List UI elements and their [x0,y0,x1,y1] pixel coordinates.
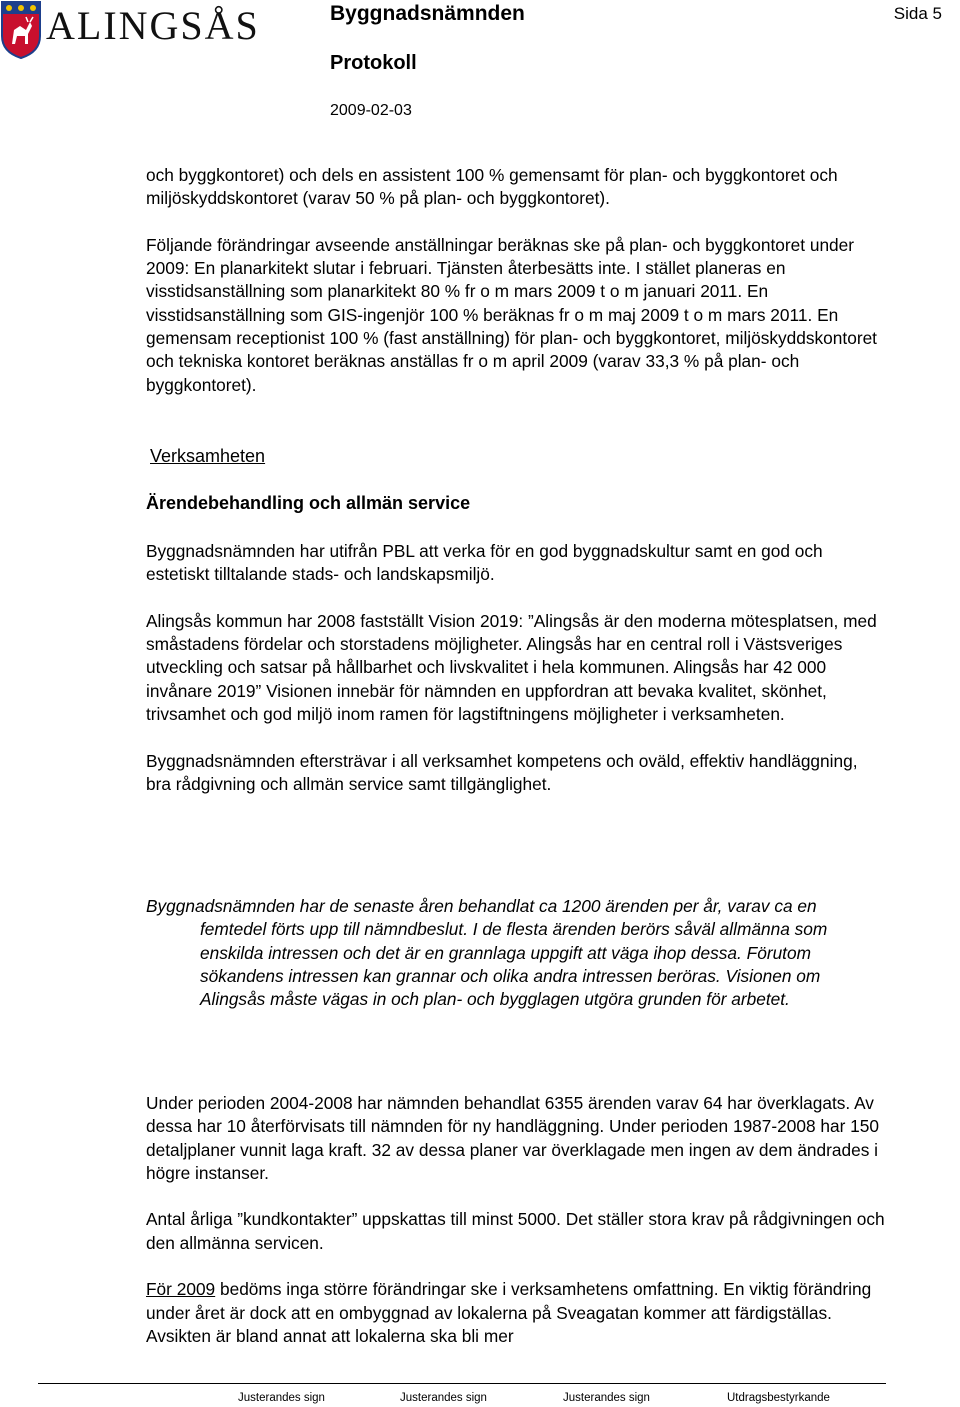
paragraph: Byggnadsnämnden eftersträvar i all verksamhet kompetens och oväld, effektiv handläggning, bra rådgivning och allmän service samt tillgänglighet. [146,750,858,794]
logo-text: ALINGSÅS [46,3,260,48]
document-date: 2009-02-03 [330,102,412,119]
paragraph: Byggnadsnämnden har utifrån PBL att verka för en god byggnadskultur samt en god och estetiskt tilltalande stads- och landskapsmiljö. [146,541,823,585]
section-heading: Verksamheten [150,446,266,466]
footer-divider [38,1383,886,1384]
footer-extract: Utdragsbestyrkande [727,1392,830,1404]
paragraph: Under perioden 2004-2008 har nämnden behandlat 6355 ärenden varav 64 har överklagats. Av dessa har 10 återförvisats till nämnden för ny handläggning. Under perioden 1987-2008 har 150 detaljplaner vunnit laga kraft. 32 av dessa planer var överklagade men ingen av dem ändrades i högre instanser. [146,1093,880,1183]
paragraph: och byggkontoret) och dels en assistent 100 % gemensamt för plan- och byggkontoret och miljöskyddskontoret (varav 50 % på plan- och byggkontoret). [146,165,838,209]
footer-sign: Justerandes sign [563,1392,650,1404]
paragraph: Följande förändringar avseende anställningar beräknas ske på plan- och byggkontoret under 2009: En planarkitekt slutar i februari. Tjänsten återbesätts inte. I stället planeras en visstidsanställning som planarkitekt 80 % fr o m mars 2009 t o m januari 2011. En visstidsanställning som GIS-ingenjör 100 % beräknas fr o m maj 2009 t o m mars 2011. En gemensam receptionist 100 % (fast anställning) för plan- och byggkontoret, miljöskyddskontoret och tekniska kontoret beräknas anställas fr o m april 2009 (varav 33,3 % på plan- och byggkontoret). [146,234,877,395]
body-text [146,540,886,796]
italic-statement [146,895,886,1011]
intro-text [146,164,886,397]
page-number: Sida 5 [893,4,942,23]
paragraph: Byggnadsnämnden har de senaste åren behandlat ca 1200 ärenden per år, varav ca en femtedel förts upp till nämndbeslut. I de flesta ärenden berörs såväl allmänna som enskilda intressen och det är en grannlaga uppgift att väga ihop dessa. Förutom sökandens intressen kan grannar och olika andra intressen beröras. Visionen om Alingsås måste vägas in och plan- och bygglagen utgöra grunden för arbetet. [146,896,828,1010]
paragraph: Alingsås kommun har 2008 fastställt Vision 2019: ”Alingsås är den moderna mötesplatsen, med småstadens fördelar och storstadens möjligheter. Alingsås har en central roll i Västsveriges utveckling och satsar på hållbarhet och livskvalitet i hela kommunen. Alingsås har 42 000 invånare 2019” Visionen innebär för nämnden en uppfordran att bevaka kvalitet, skönhet, trivsamhet och god miljö inom ramen för lagstiftningens möjligheter i verksamheten. [146,610,877,725]
paragraph [146,1278,886,1348]
footer-sign: Justerandes sign [238,1392,325,1404]
paragraph-rest: bedöms inga större förändringar ske i verksamhetens omfattning. En viktig förändring under året är dock att en ombyggnad av lokalerna på Sveagatan kommer att färdigställas. Avsikten är bland annat att lokalerna ska bli mer [146,1279,872,1346]
paragraph: Antal årliga ”kundkontakter” uppskattas till minst 5000. Det ställer stora krav på rådgivningen och den allmänna servicen. [146,1209,885,1253]
year-lead: För 2009 [146,1279,216,1300]
document-type: Protokoll [330,52,417,74]
statistics-text [146,1092,886,1348]
committee-title: Byggnadsnämnden [330,2,525,25]
coat-of-arms-icon [0,0,42,60]
footer-sign: Justerandes sign [400,1392,487,1404]
subsection-heading: Ärendebehandling och allmän service [146,493,471,513]
